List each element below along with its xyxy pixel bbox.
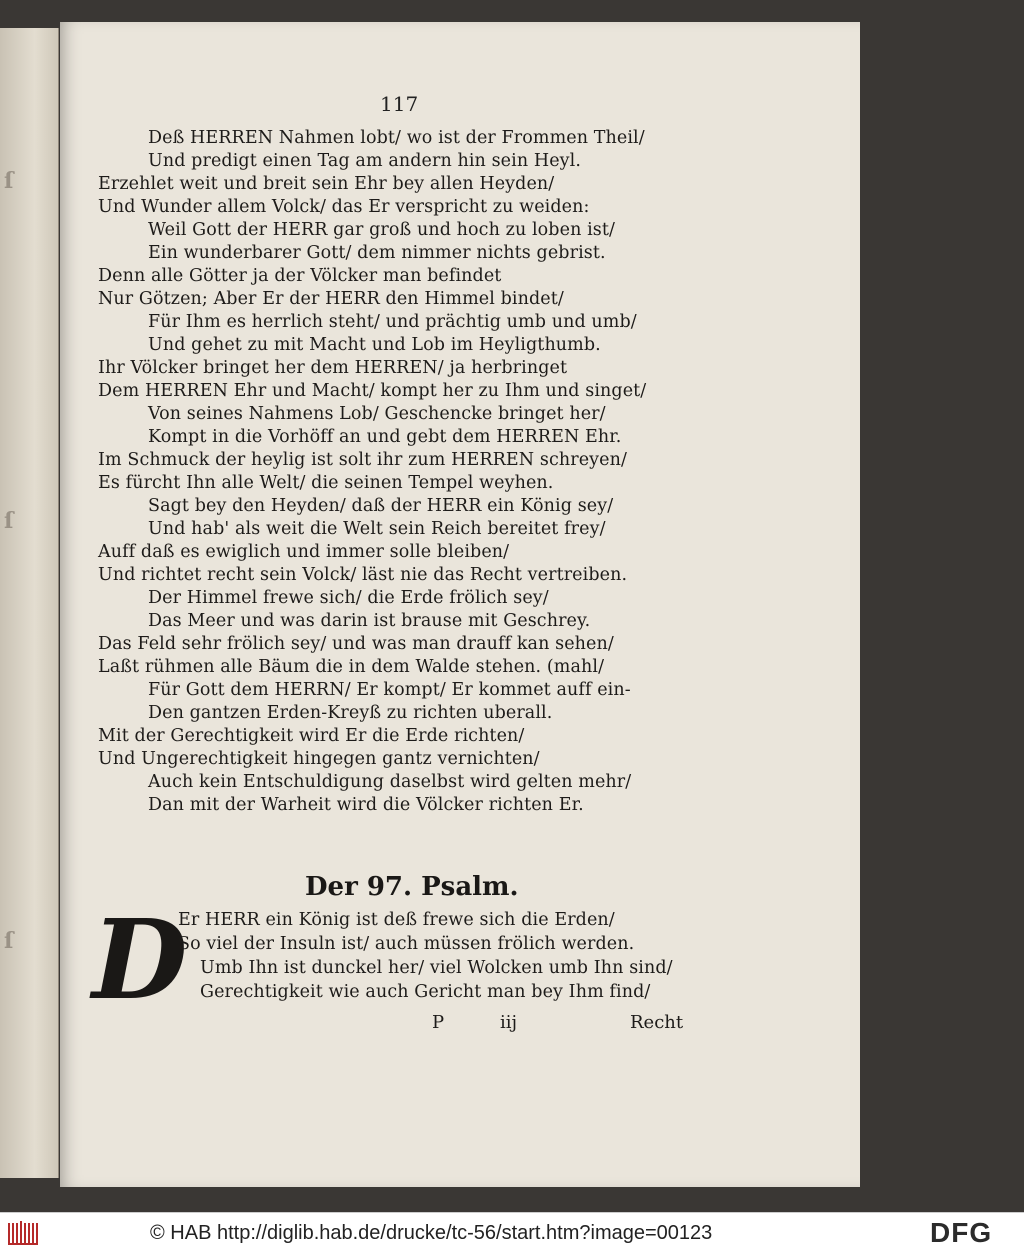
verse-line: Von seines Nahmens Lob/ Geschencke bringet her/ xyxy=(148,404,606,424)
verse-line: Und Ungerechtigkeit hingegen gantz vernichten/ xyxy=(98,749,540,769)
signature-number: iij xyxy=(500,1012,518,1033)
bleed-through-mark: ſ xyxy=(4,168,14,194)
verse-line: Der Himmel frewe sich/ die Erde frölich sey/ xyxy=(148,588,549,608)
verse-line: Für Gott dem HERRN/ Er kompt/ Er kommet auff ein- xyxy=(148,680,631,700)
footer-bar xyxy=(0,1212,1024,1253)
verse-line: Es fürcht Ihn alle Welt/ die seinen Tempel weyhen. xyxy=(98,473,554,493)
psalm-line: Gerechtigkeit wie auch Gericht man bey Ihm find/ xyxy=(200,982,651,1002)
verse-line: Sagt bey den Heyden/ daß der HERR ein König sey/ xyxy=(148,496,614,516)
verse-line: Weil Gott der HERR gar groß und hoch zu loben ist/ xyxy=(148,220,616,240)
verse-line: Auch kein Entschuldigung daselbst wird gelten mehr/ xyxy=(148,772,632,792)
page-number: 117 xyxy=(380,92,419,116)
verse-line: Den gantzen Erden-Kreyß zu richten uberall. xyxy=(148,703,553,723)
verse-line: Ein wunderbarer Gott/ dem nimmer nichts gebrist. xyxy=(148,243,606,263)
hab-logo-icon xyxy=(6,1219,42,1247)
verse-line: Und richtet recht sein Volck/ läst nie das Recht vertreiben. xyxy=(98,565,628,585)
catchword: Recht xyxy=(630,1012,684,1033)
verse-line: Dem HERREN Ehr und Macht/ kompt her zu Ihm und singet/ xyxy=(98,381,647,401)
verse-line: Dan mit der Warheit wird die Völcker richten Er. xyxy=(148,795,584,815)
verse-line: Laßt rühmen alle Bäum die in dem Walde stehen. (mahl/ xyxy=(98,657,605,677)
verse-line: Und gehet zu mit Macht und Lob im Heyligthumb. xyxy=(148,335,601,355)
psalm-line: So viel der Insuln ist/ auch müssen frölich werden. xyxy=(178,934,635,954)
dfg-logo: DFG xyxy=(930,1217,993,1248)
signature-mark: P xyxy=(432,1012,445,1033)
previous-page-edge xyxy=(0,28,59,1178)
verse-line: Und predigt einen Tag am andern hin sein Heyl. xyxy=(148,151,582,171)
verse-line: Kompt in die Vorhöff an und gebt dem HERREN Ehr. xyxy=(148,427,622,447)
psalm-line: Umb Ihn ist dunckel her/ viel Wolcken umb Ihn sind/ xyxy=(200,958,673,978)
verse-line: Erzehlet weit und breit sein Ehr bey allen Heyden/ xyxy=(98,174,555,194)
verse-line: Ihr Völcker bringet her dem HERREN/ ja herbringet xyxy=(98,358,568,378)
verse-line: Und Wunder allem Volck/ das Er verspricht zu weiden: xyxy=(98,197,590,217)
copyright-link[interactable]: © HAB http://diglib.hab.de/drucke/tc-56/start.htm?image=00123 xyxy=(150,1222,713,1244)
verse-line: Denn alle Götter ja der Völcker man befindet xyxy=(98,266,502,286)
verse-line: Das Feld sehr frölich sey/ und was man drauff kan sehen/ xyxy=(98,634,614,654)
verse-line: Und hab' als weit die Welt sein Reich bereitet frey/ xyxy=(148,519,606,539)
psalm-line: Er HERR ein König ist deß frewe sich die Erden/ xyxy=(178,910,615,930)
verse-line: Nur Götzen; Aber Er der HERR den Himmel bindet/ xyxy=(98,289,564,309)
bleed-through-mark: ſ xyxy=(4,508,14,534)
verse-line: Mit der Gerechtigkeit wird Er die Erde richten/ xyxy=(98,726,525,746)
verse-line: Im Schmuck der heylig ist solt ihr zum HERREN schreyen/ xyxy=(98,450,627,470)
verse-line: Auff daß es ewiglich und immer solle bleiben/ xyxy=(98,542,510,562)
drop-cap-initial: D xyxy=(92,895,188,1024)
psalm-heading: Der 97. Psalm. xyxy=(305,872,519,902)
verse-line: Das Meer und was darin ist brause mit Geschrey. xyxy=(148,611,591,631)
verse-line: Deß HERREN Nahmen lobt/ wo ist der Frommen Theil/ xyxy=(148,128,645,148)
bleed-through-mark: ſ xyxy=(4,928,14,954)
verse-line: Für Ihm es herrlich steht/ und prächtig umb und umb/ xyxy=(148,312,637,332)
